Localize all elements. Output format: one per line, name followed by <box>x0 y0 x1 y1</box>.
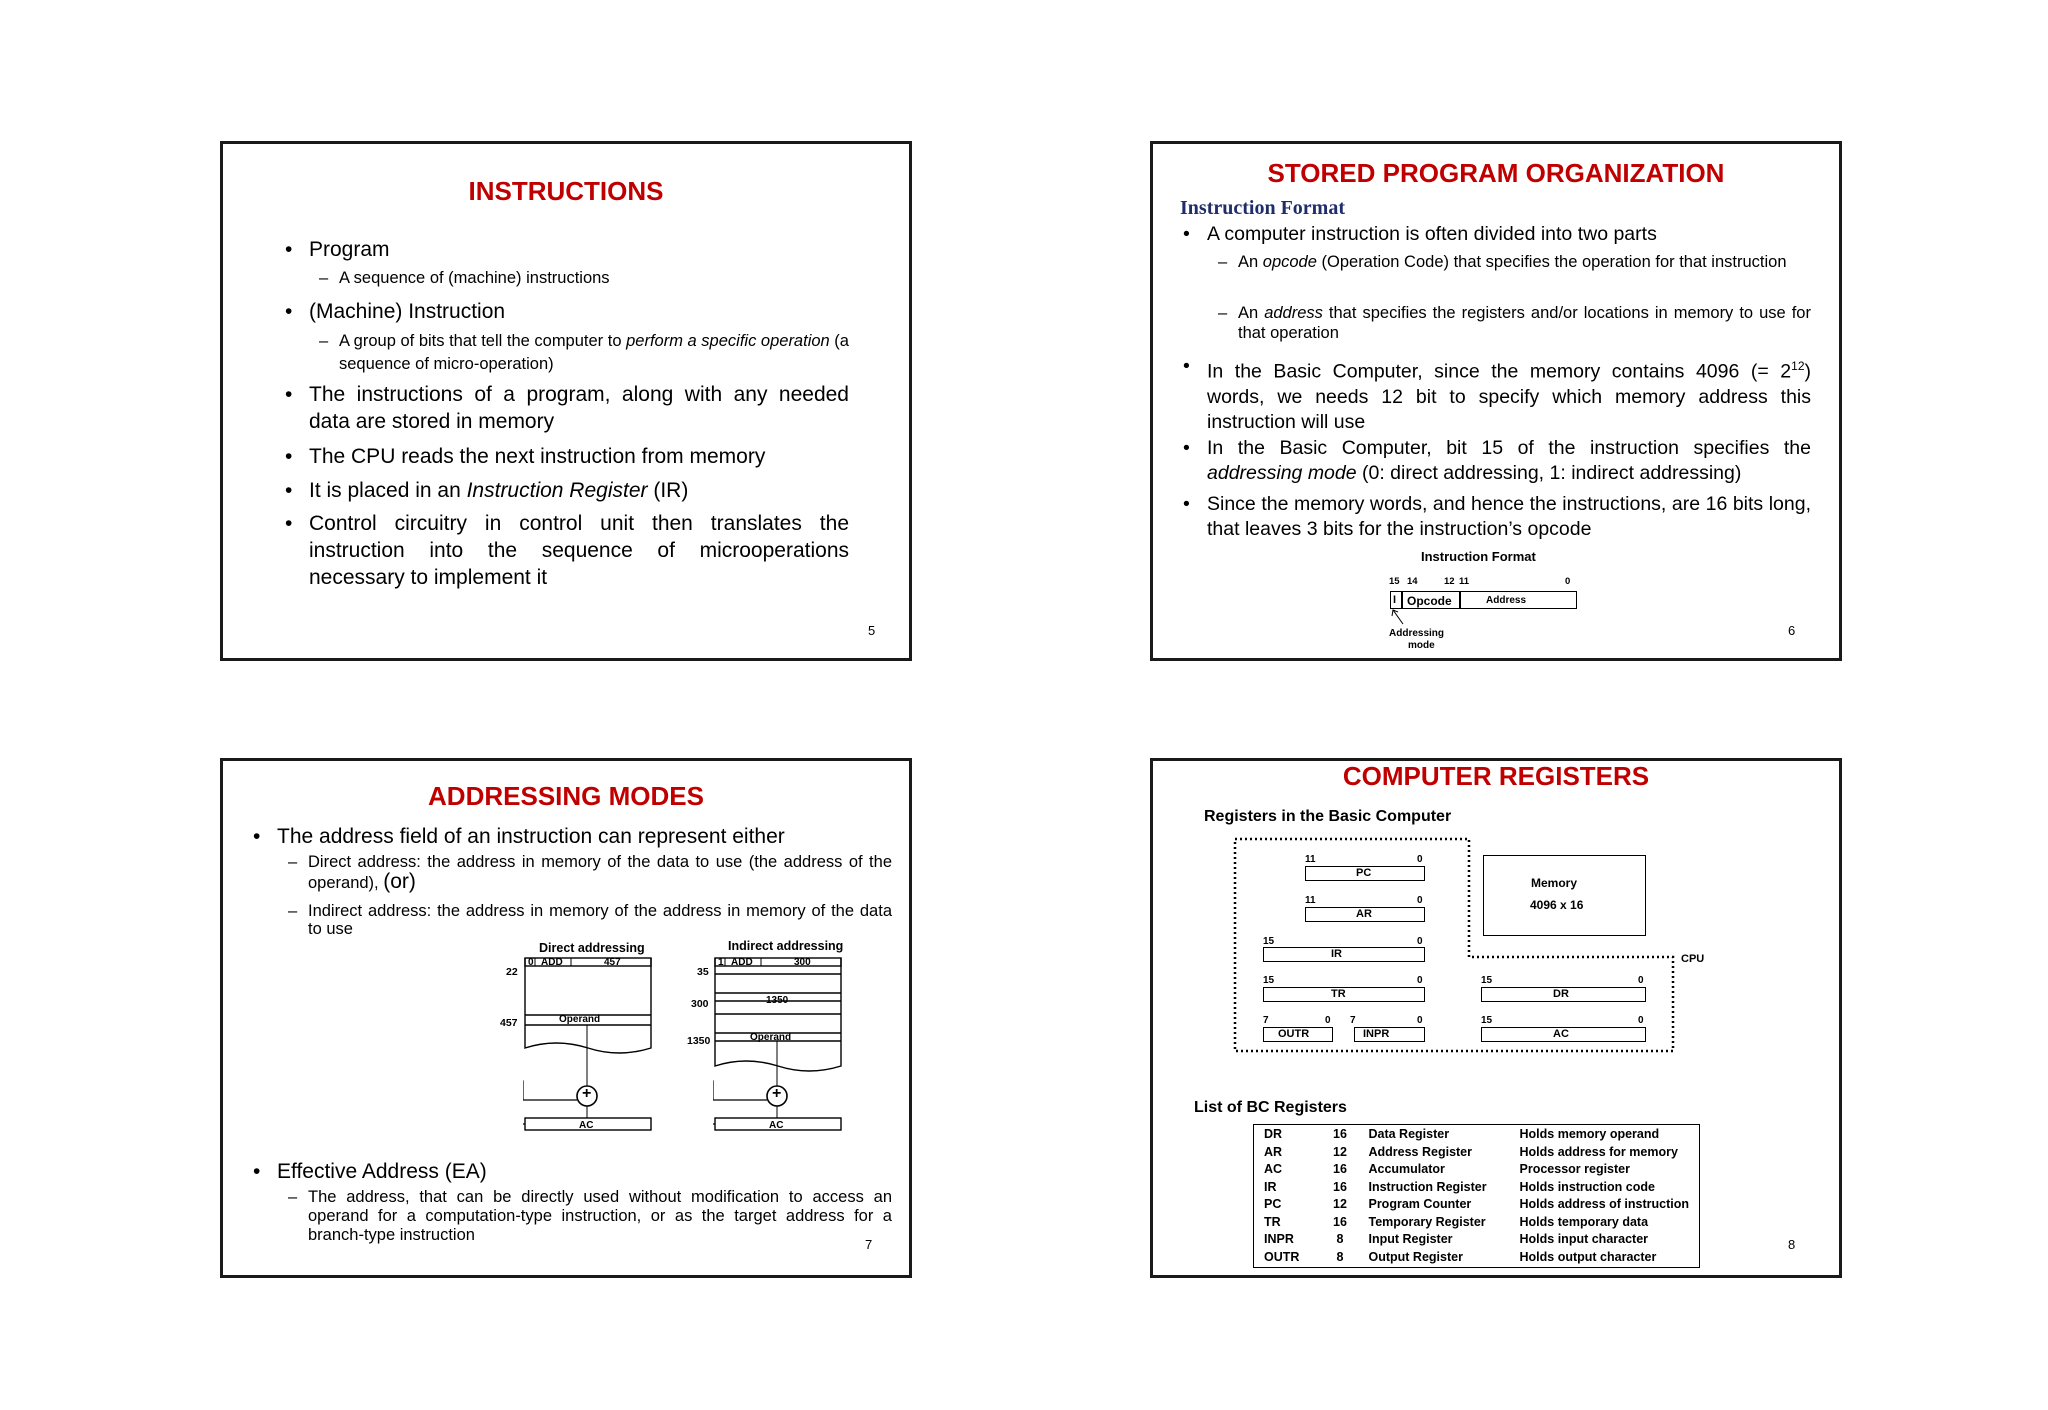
bit-label: 7 <box>1263 1015 1269 1026</box>
memory-address: 1350 <box>687 1035 711 1047</box>
opcode-field: ADD <box>541 957 563 968</box>
bullet: • Since the memory words, and hence the instructions, are 16 bits long, that leaves 3 bits for the instruction’s opcode <box>1207 492 1811 542</box>
slide-instructions <box>220 141 912 661</box>
table-row <box>1260 1214 1693 1232</box>
bit-label: 0 <box>1417 936 1423 947</box>
bit-label: 7 <box>1350 1015 1356 1026</box>
slide-title: COMPUTER REGISTERS <box>1342 761 1650 791</box>
bullet-machine-instruction: • (Machine) Instruction <box>309 298 849 325</box>
operand-label: Operand <box>559 1014 601 1025</box>
slide-computer-registers <box>1150 758 1842 1278</box>
sub-bullet: – An opcode (Operation Code) that specifies the operation for that instruction <box>1238 252 1811 272</box>
address-field: 457 <box>604 957 621 968</box>
table-cell: 16 <box>1333 1127 1347 1141</box>
bullet: • In the Basic Computer, bit 15 of the instruction specifies the addressing mode (0: direct addressing, 1: indirect addressing) <box>1207 436 1811 486</box>
subheading-registers: Registers in the Basic Computer <box>1204 808 1452 825</box>
addressing-mode-label: mode <box>1408 640 1435 651</box>
bullet: • It is placed in an Instruction Register (IR) <box>309 477 849 504</box>
register-label: OUTR <box>1278 1028 1310 1040</box>
table-row <box>1260 1249 1693 1267</box>
table-cell: IR <box>1264 1179 1277 1194</box>
bc-register-table <box>1253 1124 1700 1268</box>
table-cell: 12 <box>1333 1197 1347 1211</box>
memory-address: 35 <box>697 966 709 978</box>
bit-label: 15 <box>1481 1015 1493 1026</box>
bullet: • The instructions of a program, along with any needed data are stored in memory <box>309 381 849 435</box>
register-label: PC <box>1356 867 1372 879</box>
address-field: 300 <box>794 957 811 968</box>
bit-label: 12 <box>1444 576 1455 587</box>
table-cell: DR <box>1264 1127 1283 1141</box>
slide-title: ADDRESSING MODES <box>428 781 704 811</box>
bullet: • Control circuitry in control unit then translates the instruction into the sequence of microoperations necessary to implement it <box>309 510 849 591</box>
bullet: • Effective Address (EA) <box>277 1158 877 1185</box>
table-cell: Address Register <box>1368 1144 1472 1159</box>
mode-bit: 1 <box>718 957 724 968</box>
table-cell: Temporary Register <box>1368 1214 1486 1229</box>
slide-title: STORED PROGRAM ORGANIZATION <box>1267 158 1725 188</box>
register-label: IR <box>1331 948 1342 960</box>
register-label: DR <box>1553 988 1569 1000</box>
register-label: INPR <box>1363 1028 1390 1040</box>
table-cell: 8 <box>1336 1232 1344 1246</box>
accumulator-label: AC <box>769 1120 784 1131</box>
bit-label: 15 <box>1389 576 1400 587</box>
table-cell: Output Register <box>1368 1249 1463 1264</box>
table-cell: Instruction Register <box>1368 1179 1487 1194</box>
table-cell: Holds output character <box>1519 1249 1657 1264</box>
sub-bullet: – The address, that can be directly used without modification to access an operand for a computation-type instruction, or as the target address for a branch-type instruction <box>308 1188 892 1245</box>
addressing-mode-label: Addressing <box>1389 628 1445 639</box>
table-cell: Input Register <box>1368 1232 1453 1246</box>
sub-bullet: – An address that specifies the registers and/or locations in memory to use for that operation <box>1238 303 1811 343</box>
table-cell: PC <box>1264 1197 1282 1211</box>
bit-label: 0 <box>1638 975 1644 986</box>
sub-bullet: – Indirect address: the address in memory of the address in memory of the data to use <box>308 902 892 938</box>
bit-label: 0 <box>1638 1015 1644 1026</box>
bit-label: 15 <box>1263 936 1275 947</box>
table-cell: 16 <box>1333 1162 1347 1176</box>
accumulator-label: AC <box>579 1120 594 1131</box>
bullet: • The CPU reads the next instruction from memory <box>309 443 849 470</box>
bit-label: 0 <box>1325 1015 1331 1026</box>
bit-label: 11 <box>1459 576 1470 587</box>
field-address: Address <box>1486 595 1527 606</box>
memory-address: 22 <box>506 966 518 978</box>
table-cell: 12 <box>1333 1144 1347 1159</box>
table-row <box>1260 1144 1693 1162</box>
register-label: AR <box>1356 908 1372 920</box>
bit-label: 14 <box>1407 576 1418 587</box>
bit-label: 15 <box>1481 975 1493 986</box>
slide-addressing-modes <box>220 758 912 1278</box>
table-row <box>1260 1126 1693 1144</box>
mode-bit: 0 <box>528 957 534 968</box>
table-cell: Holds memory operand <box>1519 1127 1660 1141</box>
table-cell: Data Register <box>1368 1127 1450 1141</box>
memory-block <box>1483 855 1646 936</box>
slide-title: INSTRUCTIONS <box>468 176 664 206</box>
opcode-field: ADD <box>731 957 753 968</box>
divider <box>1459 591 1461 609</box>
table-cell: 16 <box>1333 1214 1347 1229</box>
table-cell: Accumulator <box>1368 1162 1445 1176</box>
sub-bullet: – A sequence of (machine) instructions <box>339 268 849 288</box>
bit-label: 15 <box>1263 975 1275 986</box>
table-cell: Holds address of instruction <box>1519 1197 1689 1211</box>
pointer-value: 1350 <box>766 995 789 1006</box>
table-cell: 16 <box>1333 1179 1347 1194</box>
figure-title: Instruction Format <box>1421 549 1536 564</box>
page-number: 6 <box>1788 623 1796 638</box>
page-number: 8 <box>1788 1237 1796 1252</box>
memory-address: 300 <box>691 998 709 1010</box>
register-label: AC <box>1553 1028 1569 1040</box>
table-cell: Holds temporary data <box>1519 1214 1649 1229</box>
divider <box>1401 591 1403 609</box>
table-cell: 8 <box>1336 1249 1344 1264</box>
slide-stored-program <box>1150 141 1842 661</box>
bit-label: 0 <box>1417 854 1423 865</box>
indirect-addressing-title: Indirect addressing <box>728 939 844 953</box>
table-cell: Processor register <box>1519 1162 1630 1176</box>
memory-address: 457 <box>500 1017 518 1029</box>
page-number: 7 <box>865 1237 873 1252</box>
direct-addressing-title: Direct addressing <box>539 941 645 955</box>
table-cell: AR <box>1264 1144 1283 1159</box>
subtitle: Instruction Format <box>1180 197 1345 219</box>
bullet: • The address field of an instruction can represent either <box>277 823 877 850</box>
table-row <box>1260 1196 1693 1214</box>
bullet: • A computer instruction is often divided into two parts <box>1207 222 1811 247</box>
memory-label: Memory <box>1531 876 1578 890</box>
bit-label: 0 <box>1417 975 1423 986</box>
sub-bullet: – Direct address: the address in memory of the data to use (the address of the operand), (or) <box>308 852 892 893</box>
bullet-program: • Program <box>309 236 849 263</box>
adder-symbol: + <box>772 1085 782 1102</box>
table-cell: Holds input character <box>1519 1232 1649 1246</box>
table-cell: Holds instruction code <box>1519 1179 1655 1194</box>
table-cell: Holds address for memory <box>1519 1144 1678 1159</box>
table-row <box>1260 1161 1693 1179</box>
table-row <box>1260 1179 1693 1197</box>
page-number: 5 <box>868 623 876 638</box>
bit-label: 0 <box>1417 895 1423 906</box>
table-cell: Program Counter <box>1368 1197 1472 1211</box>
bit-label: 0 <box>1565 576 1571 587</box>
sub-bullet: – A group of bits that tell the computer to perform a specific operation (a sequence of micro-operation) <box>339 330 849 376</box>
operand-label: Operand <box>750 1032 792 1043</box>
subheading-bc-registers: List of BC Registers <box>1194 1099 1347 1116</box>
bit-label: 11 <box>1305 854 1316 865</box>
adder-symbol: + <box>582 1085 592 1102</box>
table-cell: AC <box>1264 1162 1283 1176</box>
bullet: • In the Basic Computer, since the memory contains 4096 (= $2^{12}$) words, we needs 12 bit to specify which memory address this instruction will use <box>1207 354 1811 435</box>
bit-label: 0 <box>1417 1015 1423 1026</box>
field-i: I <box>1393 594 1397 606</box>
table-cell: INPR <box>1264 1232 1294 1246</box>
memory-size: 4096 x 16 <box>1530 898 1584 912</box>
cpu-label: CPU <box>1681 953 1705 965</box>
field-opcode: Opcode <box>1407 594 1452 608</box>
register-ir <box>1263 947 1425 962</box>
table-row <box>1260 1231 1693 1249</box>
register-label: TR <box>1331 988 1346 1000</box>
register-table <box>1260 1126 1693 1266</box>
addressing-mode-arrow <box>1389 608 1409 628</box>
table-cell: TR <box>1264 1214 1281 1229</box>
table-cell: OUTR <box>1264 1249 1300 1264</box>
bit-label: 11 <box>1305 895 1316 906</box>
